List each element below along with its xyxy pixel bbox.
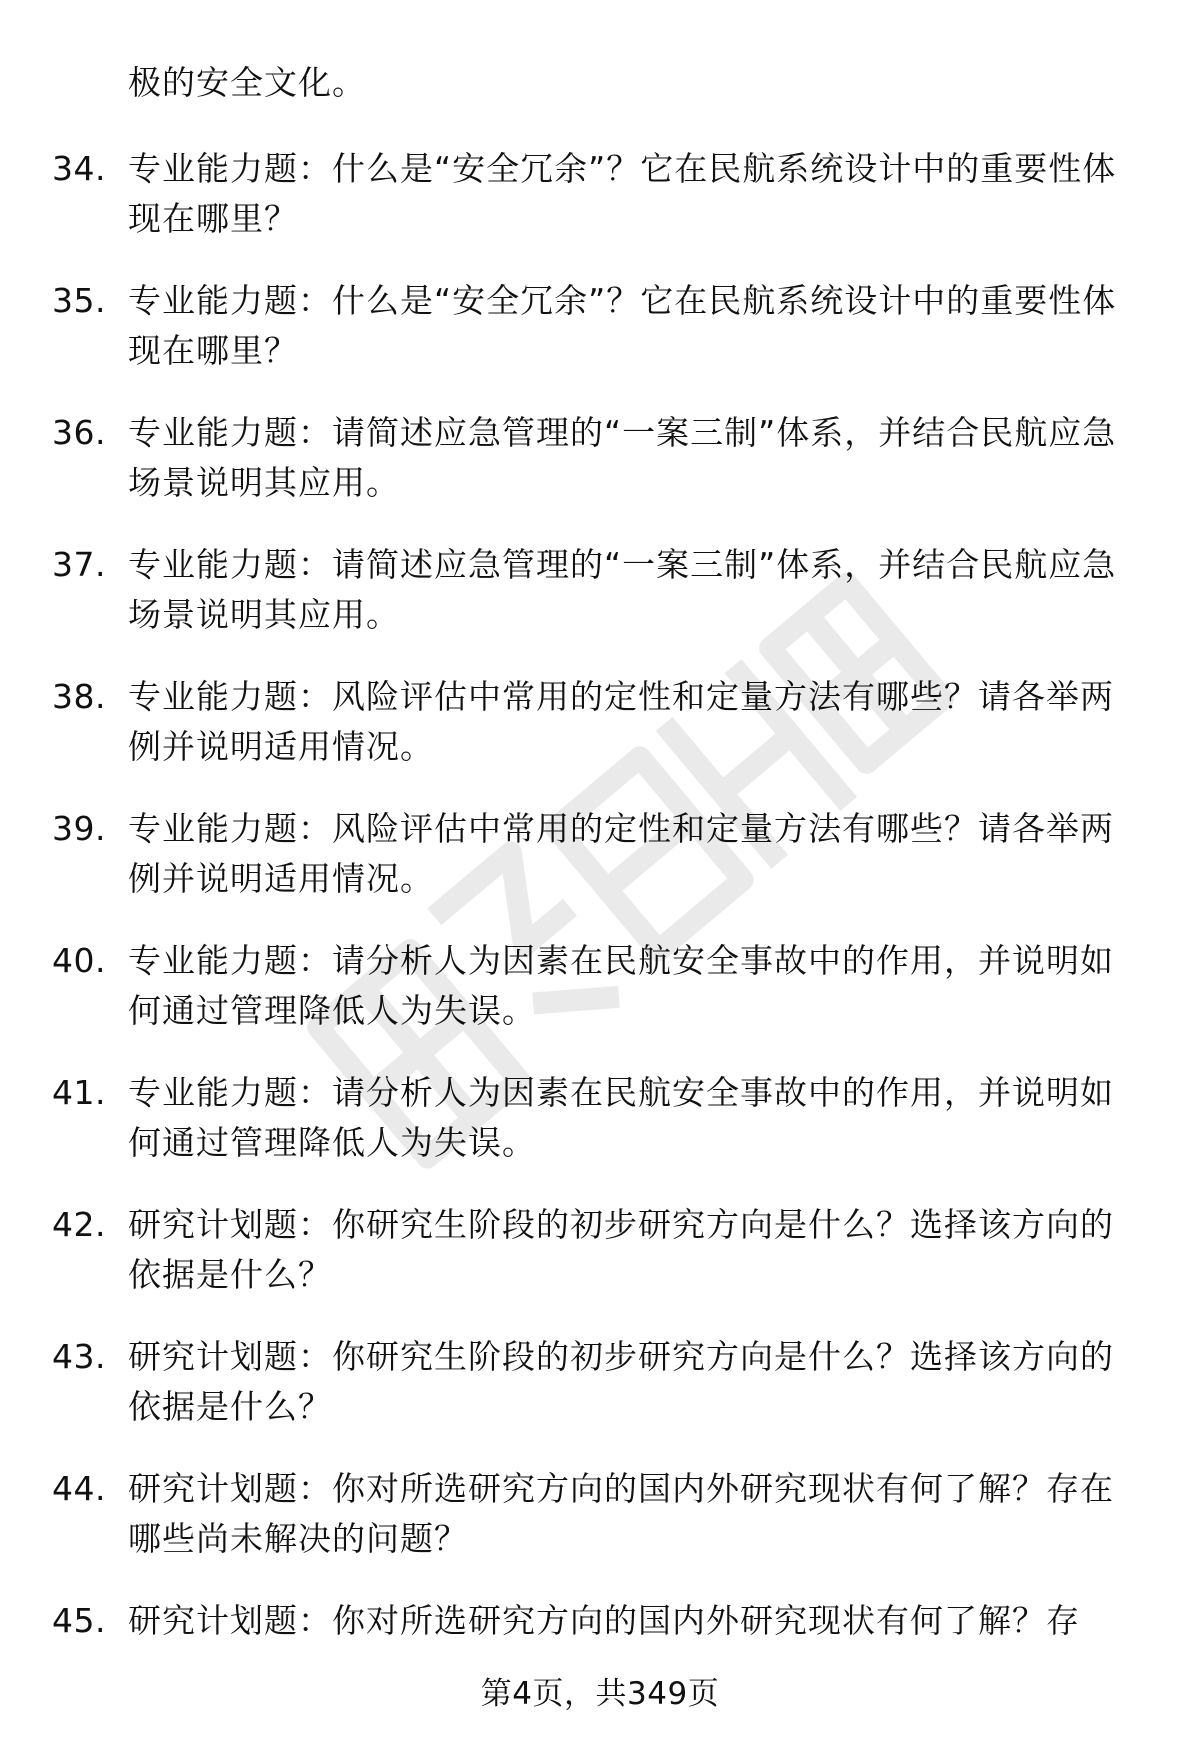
question-text: 专业能力题：请分析人为因素在民航安全事故中的作用，并说明如何通过管理降低人为失误。: [128, 941, 1114, 1030]
question-text: 研究计划题：你研究生阶段的初步研究方向是什么？选择该方向的依据是什么？: [128, 1205, 1114, 1294]
list-item: [0, 126, 1200, 258]
question-number: 38.: [52, 677, 106, 716]
question-list: [0, 126, 1200, 1710]
question-text: 专业能力题：请分析人为因素在民航安全事故中的作用，并说明如何通过管理降低人为失误。: [128, 1073, 1114, 1162]
question-number: 36.: [52, 413, 106, 452]
question-text: 专业能力题：请简述应急管理的“一案三制”体系，并结合民航应急场景说明其应用。: [128, 413, 1117, 502]
question-text: 专业能力题：请简述应急管理的“一案三制”体系，并结合民航应急场景说明其应用。: [128, 545, 1117, 634]
question-text: 研究计划题：你对所选研究方向的国内外研究现状有何了解？存: [128, 1601, 1080, 1640]
list-item: [0, 1050, 1200, 1182]
question-text: 专业能力题：风险评估中常用的定性和定量方法有哪些？请各举两例并说明适用情况。: [128, 809, 1114, 898]
question-text: 专业能力题：什么是“安全冗余”？它在民航系统设计中的重要性体现在哪里？: [128, 149, 1117, 238]
continuation-text: 极的安全文化。: [128, 63, 366, 102]
question-number: 45.: [52, 1601, 106, 1640]
list-item: [0, 918, 1200, 1050]
list-item: [0, 1182, 1200, 1314]
page-footer: 第4页，共349页: [480, 1676, 720, 1712]
question-text: 研究计划题：你对所选研究方向的国内外研究现状有何了解？存在哪些尚未解决的问题？: [128, 1469, 1114, 1558]
list-item: [0, 1314, 1200, 1446]
list-item: [0, 390, 1200, 522]
question-number: 43.: [52, 1337, 106, 1376]
question-number: 35.: [52, 281, 106, 320]
question-text: 研究计划题：你研究生阶段的初步研究方向是什么？选择该方向的依据是什么？: [128, 1337, 1114, 1426]
question-number: 42.: [52, 1205, 106, 1244]
question-text: 专业能力题：风险评估中常用的定性和定量方法有哪些？请各举两例并说明适用情况。: [128, 677, 1114, 766]
list-item: [0, 1446, 1200, 1578]
question-number: 39.: [52, 809, 106, 848]
question-number: 41.: [52, 1073, 106, 1112]
list-item: [0, 654, 1200, 786]
list-item: [0, 786, 1200, 918]
question-number: 44.: [52, 1469, 106, 1508]
question-number: 34.: [52, 149, 106, 188]
question-number: 40.: [52, 941, 106, 980]
list-item: [0, 522, 1200, 654]
question-number: 37.: [52, 545, 106, 584]
list-item: [0, 258, 1200, 390]
question-text: 专业能力题：什么是“安全冗余”？它在民航系统设计中的重要性体现在哪里？: [128, 281, 1117, 370]
